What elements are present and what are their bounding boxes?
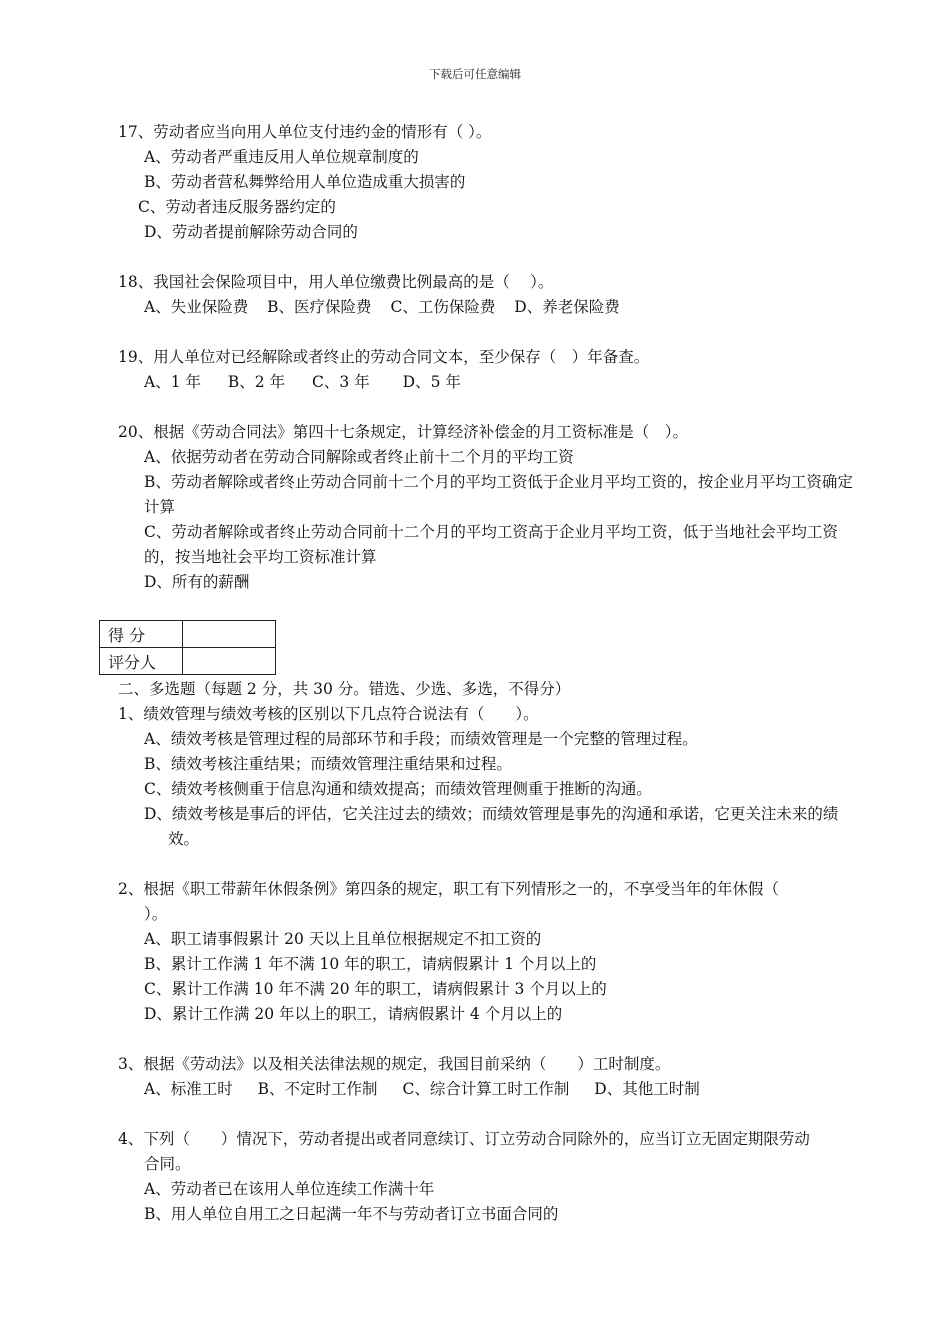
option-c: C、绩效考核侧重于信息沟通和绩效提高；而绩效管理侧重于推断的沟通。 xyxy=(144,780,652,798)
option-a: A、依据劳动者在劳动合同解除或者终止前十二个月的平均工资 xyxy=(144,448,574,466)
question-title: 2、根据《职工带薪年休假条例》第四条的规定，职工有下列情形之一的，不享受当年的年休假（ xyxy=(118,880,779,898)
option-b: B、劳动者营私舞弊给用人单位造成重大损害的 xyxy=(144,173,466,191)
question-18 xyxy=(118,270,868,320)
score-label: 得 分 xyxy=(100,621,183,648)
question-17 xyxy=(118,120,868,245)
option-c: C、综合计算工时工作制 xyxy=(402,1080,570,1098)
option-a: A、劳动者严重违反用人单位规章制度的 xyxy=(144,148,419,166)
grader-cell xyxy=(183,648,276,675)
option-c: C、工伤保险费 xyxy=(390,298,496,316)
option-a: A、失业保险费 xyxy=(144,298,249,316)
option-d: D、5 年 xyxy=(402,373,461,391)
option-d: D、劳动者提前解除劳动合同的 xyxy=(144,223,358,241)
question-3 xyxy=(118,1052,868,1102)
option-d: D、绩效考核是事后的评估，它关注过去的绩效；而绩效管理是事先的沟通和承诺，它更关注未来的绩效。 xyxy=(144,805,839,848)
question-title-cont: 合同。 xyxy=(144,1155,191,1173)
question-title: 20、根据《劳动合同法》第四十七条规定，计算经济补偿金的月工资标准是（ ）。 xyxy=(118,423,688,441)
question-title: 17、劳动者应当向用人单位支付违约金的情形有（ ）。 xyxy=(118,123,492,141)
question-title: 1、绩效管理与绩效考核的区别以下几点符合说法有（ ）。 xyxy=(118,705,539,723)
section-multiple-choice xyxy=(118,677,868,1252)
options-row xyxy=(118,370,868,395)
option-d: D、养老保险费 xyxy=(514,298,620,316)
option-a: A、绩效考核是管理过程的局部环节和手段；而绩效管理是一个完整的管理过程。 xyxy=(144,730,698,748)
section-heading: 二、多选题（每题 2 分，共 30 分。错选、少选、多选，不得分） xyxy=(118,680,571,698)
option-b: B、劳动者解除或者终止劳动合同前十二个月的平均工资低于企业月平均工资的，按企业月平均工资确定计算 xyxy=(144,473,853,516)
option-a: A、职工请事假累计 20 天以上且单位根据规定不扣工资的 xyxy=(144,930,542,948)
question-title: 19、用人单位对已经解除或者终止的劳动合同文本，至少保存（ ）年备查。 xyxy=(118,348,650,366)
question-19 xyxy=(118,345,868,395)
option-b: B、绩效考核注重结果；而绩效管理注重结果和过程。 xyxy=(144,755,512,773)
option-c: C、累计工作满 10 年不满 20 年的职工，请病假累计 3 个月以上的 xyxy=(144,980,607,998)
question-title: 4、下列（ ）情况下，劳动者提出或者同意续订、订立劳动合同除外的，应当订立无固定期限劳动 xyxy=(118,1130,810,1148)
question-2 xyxy=(118,877,868,1027)
option-b: B、用人单位自用工之日起满一年不与劳动者订立书面合同的 xyxy=(144,1205,559,1223)
option-d: D、累计工作满 20 年以上的职工，请病假累计 4 个月以上的 xyxy=(144,1005,563,1023)
option-d: D、其他工时制 xyxy=(594,1080,700,1098)
option-a: A、标准工时 xyxy=(144,1080,233,1098)
option-b: B、累计工作满 1 年不满 10 年的职工，请病假累计 1 个月以上的 xyxy=(144,955,597,973)
option-c: C、3 年 xyxy=(312,373,370,391)
option-a: A、1 年 xyxy=(144,373,201,391)
question-title: 18、我国社会保险项目中，用人单位缴费比例最高的是（ ）。 xyxy=(118,273,554,291)
document-body xyxy=(118,120,868,620)
question-title-cont: ）。 xyxy=(144,905,168,923)
options-row xyxy=(118,1077,868,1102)
option-b: B、不定时工作制 xyxy=(257,1080,378,1098)
score-cell xyxy=(183,621,276,648)
question-20 xyxy=(118,420,868,595)
question-1 xyxy=(118,702,868,852)
question-title: 3、根据《劳动法》以及相关法律法规的规定，我国目前采纳（ ）工时制度。 xyxy=(118,1055,671,1073)
option-b: B、医疗保险费 xyxy=(267,298,372,316)
page-header: 下载后可任意编辑 xyxy=(429,67,521,81)
option-c: C、劳动者解除或者终止劳动合同前十二个月的平均工资高于企业月平均工资，低于当地社会平均工资的，按当地社会平均工资标准计算 xyxy=(144,523,838,566)
options-row xyxy=(118,295,868,320)
question-4 xyxy=(118,1127,868,1227)
grader-label: 评分人 xyxy=(100,648,183,675)
option-c: C、劳动者违反服务器约定的 xyxy=(138,198,336,216)
option-b: B、2 年 xyxy=(227,373,286,391)
option-a: A、劳动者已在该用人单位连续工作满十年 xyxy=(144,1180,435,1198)
option-d: D、所有的薪酬 xyxy=(144,573,250,591)
score-table xyxy=(99,620,276,675)
